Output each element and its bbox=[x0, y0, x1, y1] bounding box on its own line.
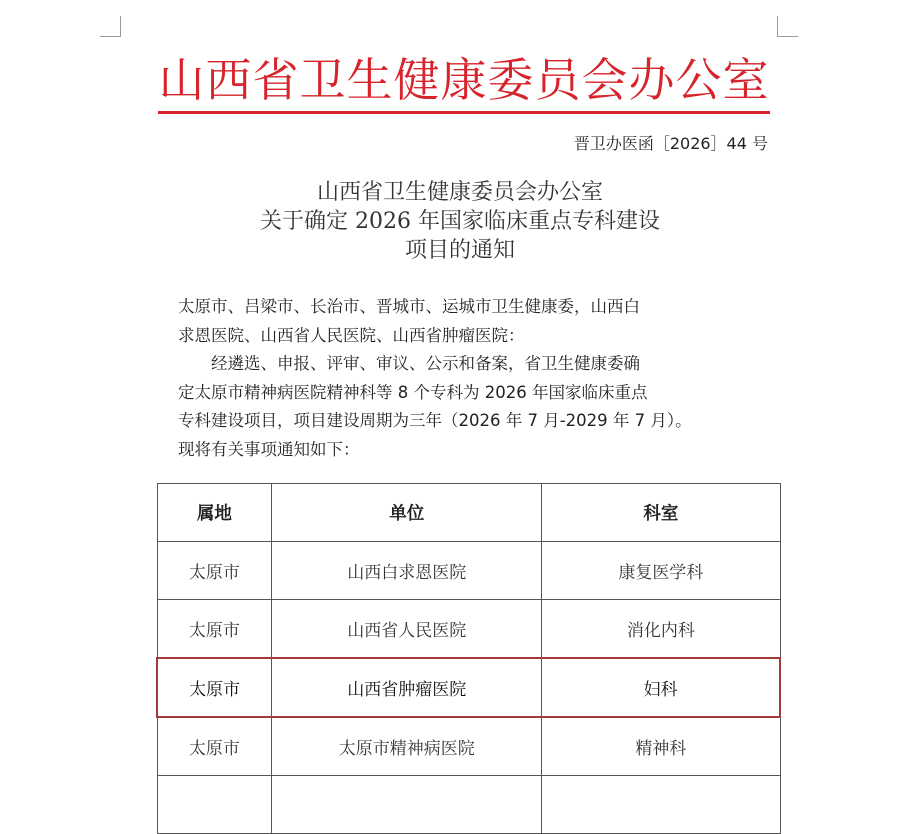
recipients-line-1: 太原市、吕梁市、长治市、晋城市、运城市卫生健康委，山西白 bbox=[178, 297, 640, 316]
table-row bbox=[157, 717, 780, 776]
table-row bbox=[157, 600, 780, 659]
cell-unit bbox=[272, 776, 542, 834]
title-line-2: 关于确定 2026 年国家临床重点专科建设 bbox=[260, 209, 660, 234]
cell-region: 太原市 bbox=[157, 542, 272, 600]
recipients-line-2: 求恩医院、山西省人民医院、山西省肿瘤医院： bbox=[178, 325, 525, 345]
column-header-region: 属地 bbox=[157, 484, 272, 542]
document-number: 晋卫办医函［2026］44 号 bbox=[573, 134, 768, 153]
cell-region: 太原市 bbox=[157, 658, 272, 717]
paragraph-line-3: 专科建设项目，项目建设周期为三年（2026 年 7 月-2029 年 7 月）。 bbox=[178, 411, 692, 430]
cell-unit: 山西省肿瘤医院 bbox=[272, 658, 542, 717]
document-masthead: 山西省卫生健康委员会办公室 bbox=[158, 53, 770, 107]
cell-unit: 山西省人民医院 bbox=[272, 600, 542, 659]
title-line-3: 项目的通知 bbox=[404, 238, 515, 263]
cell-department: 消化内科 bbox=[542, 600, 780, 659]
page-corner-mark-top-right bbox=[777, 16, 798, 37]
column-header-unit: 单位 bbox=[272, 484, 542, 542]
cell-region bbox=[157, 776, 272, 834]
table-row bbox=[157, 542, 780, 600]
cell-unit: 山西白求恩医院 bbox=[272, 542, 542, 600]
cell-unit: 太原市精神病医院 bbox=[272, 717, 542, 776]
cell-department: 妇科 bbox=[542, 658, 780, 717]
project-table bbox=[156, 483, 781, 834]
page-corner-mark-top-left bbox=[100, 16, 121, 37]
paragraph-line-2: 定太原市精神病医院精神科等 8 个专科为 2026 年国家临床重点 bbox=[178, 382, 648, 402]
paragraph-line-1: 经遴选、申报、评审、审议、公示和备案，省卫生健康委确 bbox=[211, 354, 640, 373]
cell-department bbox=[542, 776, 780, 834]
masthead-red-rule bbox=[158, 111, 770, 114]
table-row-highlighted bbox=[157, 658, 780, 717]
cell-department: 精神科 bbox=[542, 717, 780, 776]
table-row bbox=[157, 776, 780, 834]
paragraph-line-4: 现将有关事项通知如下： bbox=[178, 439, 360, 459]
cell-region: 太原市 bbox=[157, 717, 272, 776]
cell-region: 太原市 bbox=[157, 600, 272, 659]
title-line-1: 山西省卫生健康委员会办公室 bbox=[316, 180, 603, 205]
document-body bbox=[178, 293, 780, 464]
table-header-row bbox=[157, 484, 780, 542]
column-header-department: 科室 bbox=[542, 484, 780, 542]
cell-department: 康复医学科 bbox=[542, 542, 780, 600]
document-title bbox=[150, 178, 770, 265]
